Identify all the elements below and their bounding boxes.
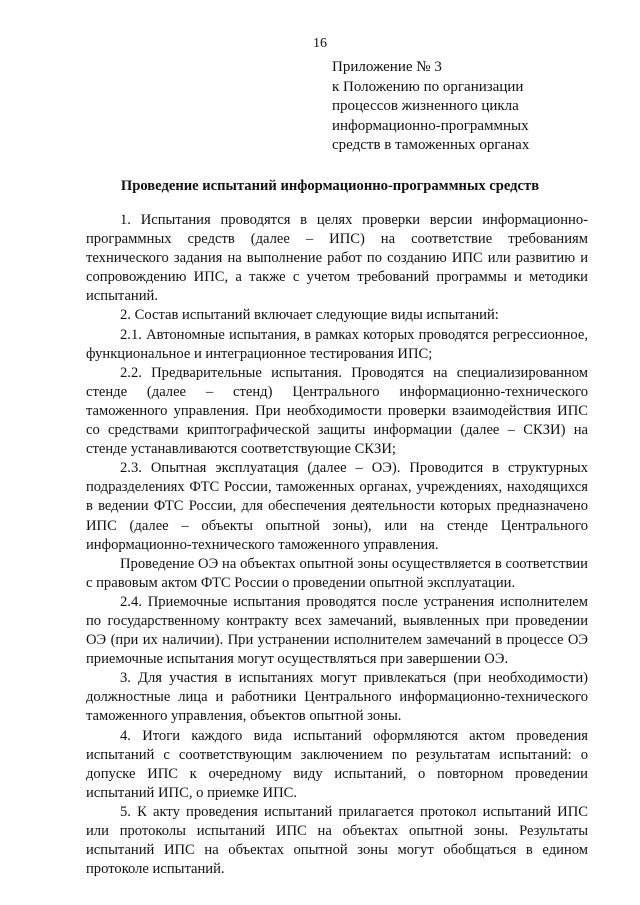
appendix-line: процессов жизненного цикла xyxy=(332,98,519,114)
paragraph: Проведение ОЭ на объектах опытной зоны осуществляется в соответствии с правовым актом ФТС России о проведении опытной эксплуатации. xyxy=(86,555,588,591)
document-title: Проведение испытаний информационно-программных средств xyxy=(120,178,540,194)
page-number: 16 xyxy=(313,36,327,51)
appendix-line: к Положению по организации xyxy=(332,78,524,95)
paragraph: 3. Для участия в испытаниях могут привлекаться (при необходимости) должностные лица и работники Центрального информационно-технического таможенного управления, объектов опытной зоны. xyxy=(86,670,588,725)
appendix-line: средств в таможенных органах xyxy=(332,137,530,153)
paragraph: 2.1. Автономные испытания, в рамках которых проводятся регрессионное, функциональное и интеграционное тестирования ИПС; xyxy=(86,326,588,362)
paragraph: 2.3. Опытная эксплуатация (далее – ОЭ). Проводится в структурных подразделениях ФТС России, таможенных органах, учреждениях, находящихся в ведении ФТС России, для обеспечения деятельности которых предназначено ИПС (далее – объекты опытной зоны), или на стенде Центрального информационно-технического таможенного управления. xyxy=(86,460,588,553)
appendix-line: Приложение № 3 xyxy=(332,59,442,75)
appendix-header xyxy=(332,58,632,156)
paragraph: 5. К акту проведения испытаний прилагается протокол испытаний ИПС или протоколы испытаний ИПС на объектах опытной зоны. Результаты испытаний ИПС на объектах опытной зоны могут обобщаться в едином протоколе испытаний. xyxy=(86,803,588,878)
paragraph: 2.2. Предварительные испытания. Проводятся на специализированном стенде (далее – стенд) Центрального информационно-технического таможенного управления. При необходимости проверки взаимодействия ИПС со средствами криптографической защиты информации (далее – СКЗИ) на стенде устанавливаются соответствующие СКЗИ; xyxy=(86,364,588,458)
paragraph: 4. Итоги каждого вида испытаний оформляются актом проведения испытаний с соответствующим заключением по результатам испытаний: о допуске ИПС к очередному виду испытаний, о повторном проведении испытаний ИПС, о приемке ИПС. xyxy=(86,727,588,801)
paragraph: 2.4. Приемочные испытания проводятся после устранения исполнителем по государственному контракту всех замечаний, выявленных при проведении ОЭ (при их наличии). При устранении исполнителем замечаний в процессе ОЭ приемочные испытания могут осуществляться при завершении ОЭ. xyxy=(86,593,588,668)
document-body xyxy=(86,211,588,879)
paragraph: 2. Состав испытаний включает следующие виды испытаний: xyxy=(120,307,499,324)
paragraph: 1. Испытания проводятся в целях проверки версии информационно-программных средств (далее – ИПС) на соответствие требованиям технического задания на выполнение работ по созданию ИПС или развитию и сопровождению ИПС, а также с учетом требований программы и методики испытаний. xyxy=(86,212,588,305)
appendix-line: информационно-программных xyxy=(332,117,529,134)
